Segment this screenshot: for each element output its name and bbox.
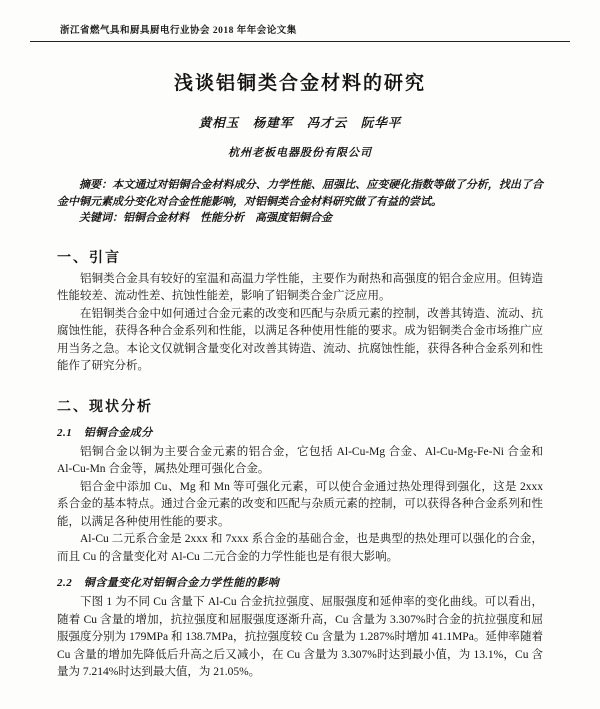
authors-line: 黄相玉 杨建军 冯才云 阮华平 <box>198 116 402 130</box>
abstract-text: 本文通过对铝铜合金材料成分、力学性能、屈强比、应变硬化指数等做了分析，找出了合金中铜元素成分变化对合金性能影响，对铝铜类合金材料研究做了有益的尝试。 <box>57 179 544 208</box>
header-rule <box>30 41 570 42</box>
paper-title: 浅谈铝铜类合金材料的研究 <box>173 73 426 94</box>
abstract-paragraph <box>57 177 543 210</box>
subsection-2-2-paragraph-1: 下图 1 为不同 Cu 含量下 Al-Cu 合金抗拉强度、屈服强度和延伸率的变化曲线。可以看出，随着 Cu 含量的增加，抗拉强度和屈服强度逐渐升高，Cu 含量为 3.307%时合金的抗拉强度和屈服强度分别为 179MPa 和 138.7MPa，抗拉强度较 Cu 含量为 1.287%时增加 41.1MPa。延伸率随着 Cu 含量的增加先降低后升高之后又减小，在 Cu 含量为 3.307%时达到最小值，为 13.1%，Cu 含量为 7.214%时达到最大值，为 21.05%。 <box>57 596 543 678</box>
keywords-paragraph <box>57 210 543 227</box>
abstract-block <box>57 177 543 227</box>
section-1-paragraph-2: 在铝铜类合金中如何通过合金元素的改变和匹配与杂质元素的控制，改善其铸造、流动、抗腐蚀性能，获得各种合金系列和性能，以满足各种使用性能的要求。成为铝铜类合金市场推广应用当务之急。本论文仅就铜含量变化对改善其铸造、流动、抗腐蚀性能，获得各种合金系列和性能作了研究分析。 <box>57 307 543 372</box>
keywords-text: 铝铜合金材料 性能分析 高强度铝铜合金 <box>123 212 332 224</box>
section-2-heading: 二、现状分析 <box>57 399 153 415</box>
subsection-2-1-paragraph-1: 铝铜合金以铜为主要合金元素的铝合金，它包括 Al-Cu-Mg 合金、Al-Cu-Mg-Fe-Ni 合金和 Al-Cu-Mn 合金等，属热处理可强化合金。 <box>57 445 543 475</box>
affiliation-line: 杭州老板电器股份有限公司 <box>228 147 372 159</box>
abstract-label: 摘要： <box>79 179 113 191</box>
proceedings-header: 浙江省燃气具和厨具厨电行业协会 2018 年年会论文集 <box>60 26 297 36</box>
subsection-2-1-paragraph-3: Al-Cu 二元系合金是 2xxx 和 7xxx 系合金的基础合金，也是典型的热处理可以强化的合金，而且 Cu 的含量变化对 Al-Cu 二元合金的力学性能也是有很大影响。 <box>57 533 543 563</box>
section-1-heading: 一、引言 <box>57 250 121 266</box>
subsection-2-2-heading: 2.2 铜含量变化对铝铜合金力学性能的影响 <box>57 577 280 589</box>
keywords-label: 关键词： <box>79 212 123 224</box>
section-1-paragraph-1: 铝铜类合金具有较好的室温和高温力学性能，主要作为耐热和高强度的铝合金应用。但铸造性能较差、流动性差、抗蚀性能差，影响了铝铜类合金广泛应用。 <box>57 272 543 302</box>
subsection-2-1-heading: 2.1 铝铜合金成分 <box>57 426 153 439</box>
subsection-2-1-paragraph-2: 铝合金中添加 Cu、Mg 和 Mn 等可强化元素，可以使合金通过热处理得到强化，这是 2xxx 系合金的基本特点。通过合金元素的改变和匹配与杂质元素的控制，可以获得各种合金系列和性能，以满足各种使用性能的要求。 <box>57 480 543 528</box>
